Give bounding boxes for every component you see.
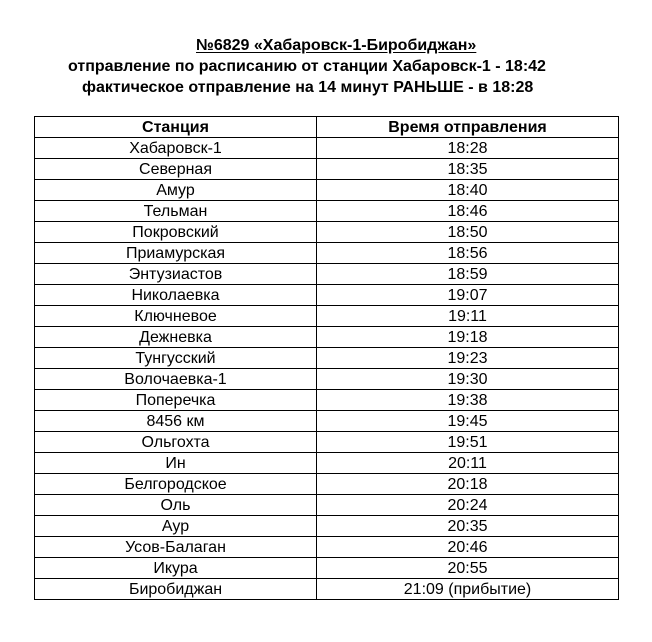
station-cell: Икура [35,558,317,579]
station-cell: Северная [35,159,317,180]
station-cell: Тельман [35,201,317,222]
time-cell: 20:11 [317,453,619,474]
time-cell: 18:28 [317,138,619,159]
table-row [35,579,619,600]
table-row [35,222,619,243]
table-row [35,264,619,285]
table-row [35,453,619,474]
table-row [35,306,619,327]
time-cell: 19:38 [317,390,619,411]
column-header-departure-time: Время отправления [317,117,619,138]
station-cell: Тунгусский [35,348,317,369]
actual-departure-text: фактическое отправление на 14 минут РАНЬШЕ - в 18:28 [82,79,534,96]
time-cell: 18:40 [317,180,619,201]
table-row [35,243,619,264]
time-cell: 20:55 [317,558,619,579]
time-cell: 18:56 [317,243,619,264]
table-row [35,159,619,180]
time-cell: 18:35 [317,159,619,180]
table-header-row [35,117,619,138]
station-cell: 8456 км [35,411,317,432]
table-row [35,516,619,537]
station-cell: Волочаевка-1 [35,369,317,390]
station-cell: Биробиджан [35,579,317,600]
table-row [35,369,619,390]
station-cell: Николаевка [35,285,317,306]
table-row [35,390,619,411]
station-cell: Энтузиастов [35,264,317,285]
time-cell: 21:09 (прибытие) [317,579,619,600]
table-row [35,474,619,495]
time-cell: 19:51 [317,432,619,453]
time-cell: 19:23 [317,348,619,369]
station-cell: Приамурская [35,243,317,264]
time-cell: 19:07 [317,285,619,306]
scheduled-departure-text: отправление по расписанию от станции Хабаровск-1 - 18:42 [68,58,546,75]
table-row [35,411,619,432]
station-cell: Аур [35,516,317,537]
time-cell: 19:18 [317,327,619,348]
time-cell: 20:24 [317,495,619,516]
table-row [35,558,619,579]
station-cell: Хабаровск-1 [35,138,317,159]
time-cell: 19:30 [317,369,619,390]
time-cell: 18:46 [317,201,619,222]
station-cell: Покровский [35,222,317,243]
time-cell: 20:18 [317,474,619,495]
time-cell: 20:35 [317,516,619,537]
table-row [35,138,619,159]
table-row [35,432,619,453]
table-row [35,495,619,516]
table-row [35,348,619,369]
schedule-table [34,116,619,600]
table-row [35,201,619,222]
station-cell: Оль [35,495,317,516]
station-cell: Дежневка [35,327,317,348]
station-cell: Белгородское [35,474,317,495]
column-header-station: Станция [35,117,317,138]
time-cell: 19:45 [317,411,619,432]
time-cell: 18:50 [317,222,619,243]
train-title: №6829 «Хабаровск-1-Биробиджан» [196,37,477,54]
schedule-table-body [35,138,619,600]
station-cell: Амур [35,180,317,201]
table-row [35,537,619,558]
table-row [35,285,619,306]
table-row [35,180,619,201]
time-cell: 18:59 [317,264,619,285]
station-cell: Ключневое [35,306,317,327]
table-row [35,327,619,348]
station-cell: Ин [35,453,317,474]
station-cell: Ольгохта [35,432,317,453]
time-cell: 19:11 [317,306,619,327]
station-cell: Поперечка [35,390,317,411]
time-cell: 20:46 [317,537,619,558]
station-cell: Усов-Балаган [35,537,317,558]
